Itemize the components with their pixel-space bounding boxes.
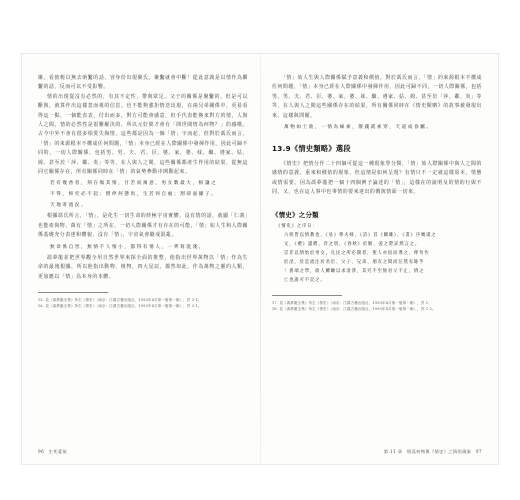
left-quote-2: 無章係自害，無情不人情小，都得有情人，一齊寫混淺。	[50, 244, 205, 250]
right-folio: 第 11 章 情爲何物與《情史》之情的現象 97	[383, 449, 482, 454]
section-heading: 13.9《情史類略》選段	[272, 144, 351, 154]
preface-quote-line-4: 於淫，於是流注於君臣、父子、兄弟、朋友之間而汪然有餘乎	[284, 259, 425, 265]
right-quote-1: 萬物如土欲，一情為線索，散錢就索穿，天道成眷屬。	[284, 125, 433, 131]
left-paragraph-1: 聚、看彼輕以無去萌繫的話，容身份出現聚氏。聚繫就會中斷！從此意義是以情作為聯繫的話，反而可以不受影響。	[38, 75, 248, 91]
left-paragraph-3: 根據馮氏所言，「情」，是化生一切生命的終極宇宙實體，沒有情的話，就顯「仁義」也能產與物、萬有「情」之所在，一切人際關係才有存在的可能，「情」如人生和人際關係基礎充分表達和體貌，沒有「情」，宇宙氣會隨成混亂。	[38, 213, 248, 239]
left-quote-line-1: 若有幾香者，刻在傷其情，甘苦而寓意，男女數最大，相讓之	[50, 181, 218, 187]
left-page	[22, 54, 260, 464]
footnote-rule	[38, 292, 108, 293]
left-paragraph-2: 情的出現從沒有必然的，有其不定性，帶與眾足。父子的關係是聚繫的，但是可以斷與，就算作出這樣忽而視的信息。也不能夠強拒情送出現，在兩兄弟關係中，更易看得這一點，一個能表表，付出而多，對方可能會感意，但手代表能換來對方的情，人與人之間，情的必然性是很難解決的，所以元好問才會有「問世間情為何物？」的感嘆。古今中外不會有很多相愛失掏情，這些都是因為一個「情」字而起，但對於馮氏而言，「情」的來源根本不構成任何問題，「情」本身已經在人際關係中發揮作用，因此可歸不同的，一切人際關係，包括男、男、夫、君、臣、婆、家，婆、妹、繼、遵家、姑、姆、甚至於「萍、鄰、炎」等等，在人與人之間，這些關係都產生作用的結果，從無這同它關係存在，所有關係同時在「情」的氣勢參動中開動起來。	[38, 93, 248, 176]
footnote-rule	[272, 295, 342, 296]
book-spread	[22, 54, 498, 464]
left-quote-line-3: 天地寄流況。	[50, 203, 88, 209]
left-paragraph-4: 馮夢龍並把世界觀全用自然世界來探全面的推整，他指出世界萬物以「情」作為生命的最後根據，所以他指出動物、植物，四大星辰、都然如此，作為萬物之靈的人類，更加應以「情」為本身的本體。	[38, 254, 248, 280]
subsection-heading: 《情史》之分類	[272, 210, 319, 219]
section-paragraph: 《情史》把情分作二十四個可從這一種現象學分類，「情」始人際關係中與人之間的感情的意義，重來和價值的現象，但這情是如何呈現？有情只不一定就這樣原本，情態或情需要。因為馮夢龍把一個十四個例子論述的「情」，這樣在的說明及的情的行與不同，又，也在這人事中也事情的要來達出的價與情面一切來。	[272, 161, 482, 196]
footnote-16: 16. 見《馮夢龍全集》所生《情史》（南京：江蘇古籍出版社，1993年4月第一版第一刷），頁 3-1。	[38, 304, 202, 309]
right-paragraph-1: 「情」始人生與人際關係賦予意義和價值，對於馮氏而言，「情」的來源根本不構成任何問題，「情」本身已經在人際關係中發揮作用，因此可歸不同，一切人際關係，包括男、男、夫、君、臣、婆、家，婆、妹、繼、遵家、姑、姆、甚至於「萍、鄰、炎」等等，在人與人之間這些關係存在的結果，所有關係同時在《情史類略》的故事被發現出來，這樣與問題。	[272, 75, 482, 119]
left-quote-line-2: 不得，終究必不起；僧停何態馬，生若何自處；割卻面據子。	[50, 192, 218, 198]
preface-quote-line-5: ！異端之學，欲人鰥曠以求清淨，其究不至無君父不止，情之	[284, 268, 425, 274]
right-page	[260, 54, 498, 464]
preface-quote-line-3: 豈非以情始於男女，凡民之所必開者，聖人亦因而導之，俾勿作	[284, 250, 430, 256]
preface-quote-line-1: 六經皆以情教也，《易》尊夫婦，《詩》首《關雎》，《書》序嬪虞之	[284, 232, 437, 238]
left-folio: 96 生死愛欲	[38, 449, 68, 454]
preface-quote-line-6: 亡也誰可不記之。	[284, 277, 326, 283]
footnote-18: 18. 見《馮夢龍全集》所生《情史》（南京：江蘇古籍出版社，1993年4月第一版第一刷），頁 1-2。	[272, 307, 436, 312]
quote-label: 《情史》之序日：	[276, 223, 318, 229]
preface-quote-line-2: 文，《禮》謹聘、奔之別，《春秋》於姬、姜之際詳然言之。	[284, 241, 421, 247]
footnote-17: 17. 見《馮夢龍全集》所生《情史》（南京：江蘇古籍出版社，1993年4月第一版第一刷），頁 1。	[272, 300, 432, 305]
footnote-15: 15. 見《馮夢龍全集》所生《情史》（南京：江蘇古籍出版社，1993年4月第一版第一刷），頁 3-1。	[38, 297, 202, 302]
